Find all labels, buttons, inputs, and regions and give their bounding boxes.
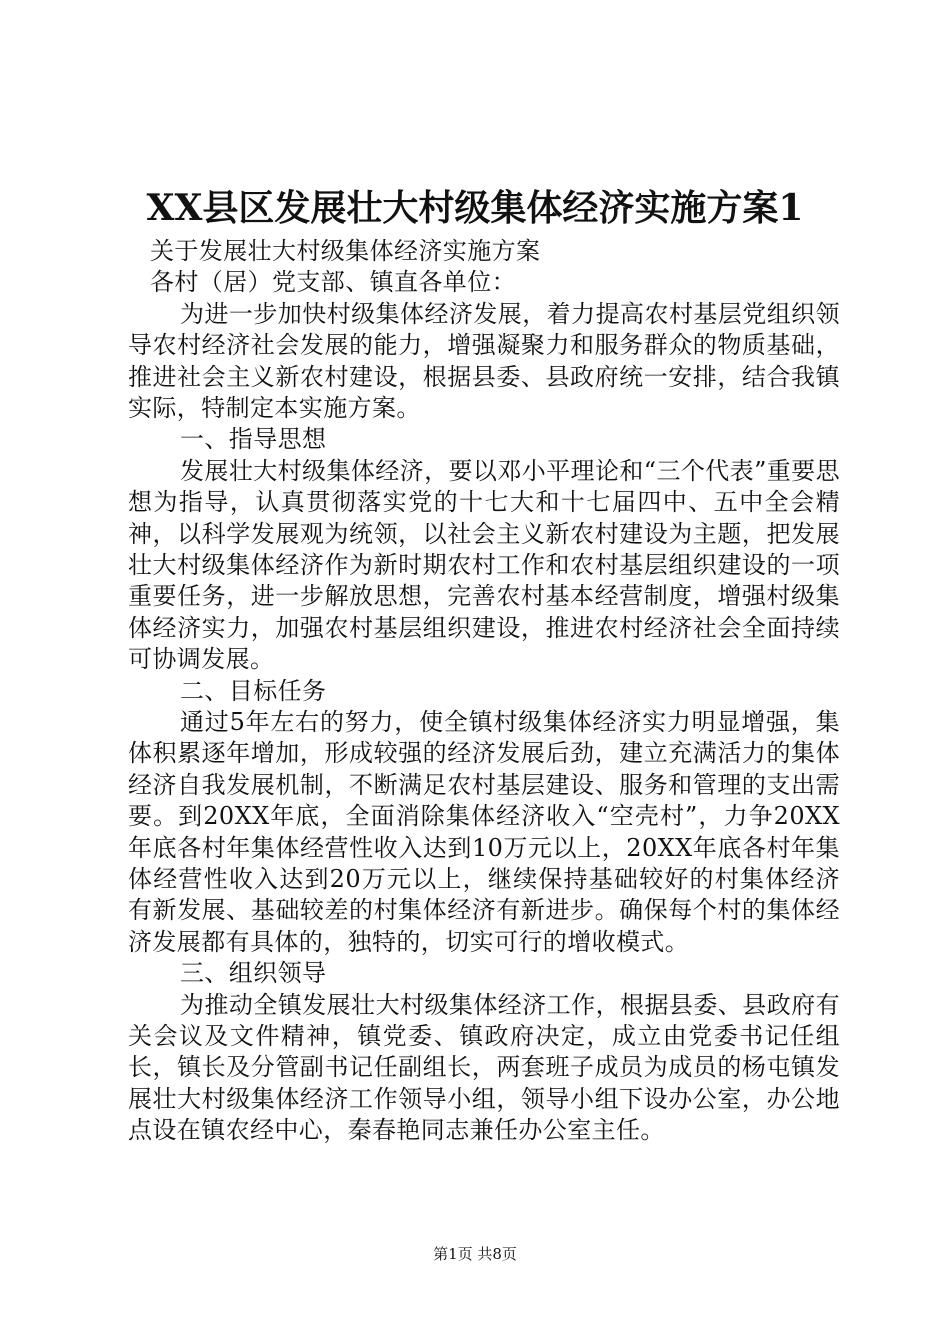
section-paragraph-goals-tasks: 通过5年左右的努力，使全镇村级集体经济实力明显增强，集体积累逐年增加，形成较强的经济发展后劲，建立充满活力的集体经济自我发展机制，不断满足农村基层建设、服务和管理的支出需要。到20XX年底，全面消除集体经济收入“空壳村”，力争20XX年底各村年集体经营性收入达到10万元以上，20XX年底各村年集体经营性收入达到20万元以上，继续保持基础较好的村集体经济有新发展、基础较差的村集体经济有新进步。确保每个村的集体经济发展都有具体的，独特的，切实可行的增收模式。 bbox=[128, 708, 840, 956]
document-body bbox=[128, 236, 840, 1147]
salutation: 各村（居）党支部、镇直各单位： bbox=[150, 268, 516, 297]
section-heading-goals-tasks: 二、目标任务 bbox=[180, 676, 327, 705]
section-heading-organization-leadership: 三、组织领导 bbox=[180, 959, 327, 988]
section-paragraph-organization-leadership: 为推动全镇发展壮大村级集体经济工作，根据县委、县政府有关会议及文件精神，镇党委、镇政府决定，成立由党委书记任组长，镇长及分管副书记任副组长，两套班子成员为成员的杨屯镇发展壮大村级集体经济工作领导小组，领导小组下设办公室，办公地点设在镇农经中心，秦春艳同志兼任办公室主任。 bbox=[128, 990, 840, 1145]
section-paragraph-guiding-ideology: 发展壮大村级集体经济，要以邓小平理论和“三个代表”重要思想为指导，认真贯彻落实党的十七大和十七届四中、五中全会精神，以科学发展观为统领，以社会主义新农村建设为主题，把发展壮大村级集体经济作为新时期农村工作和农村基层组织建设的一项重要任务，进一步解放思想，完善农村基本经营制度，增强村级集体经济实力，加强农村基层组织建设，推进农村经济社会全面持续可协调发展。 bbox=[128, 456, 840, 674]
document-subtitle: 关于发展壮大村级集体经济实施方案 bbox=[150, 237, 541, 265]
document-title: XX县区发展壮大村级集体经济实施方案1 bbox=[146, 187, 804, 229]
section-heading-guiding-ideology: 一、指导思想 bbox=[180, 425, 327, 454]
page-number-footer: 第1页 共8页 bbox=[433, 1245, 517, 1263]
intro-paragraph: 为进一步加快村级集体经济发展，着力提高农村基层党组织领导农村经济社会发展的能力，增强凝聚力和服务群众的物质基础，推进社会主义新农村建设，根据县委、县政府统一安排，结合我镇实际，特制定本实施方案。 bbox=[128, 299, 840, 422]
